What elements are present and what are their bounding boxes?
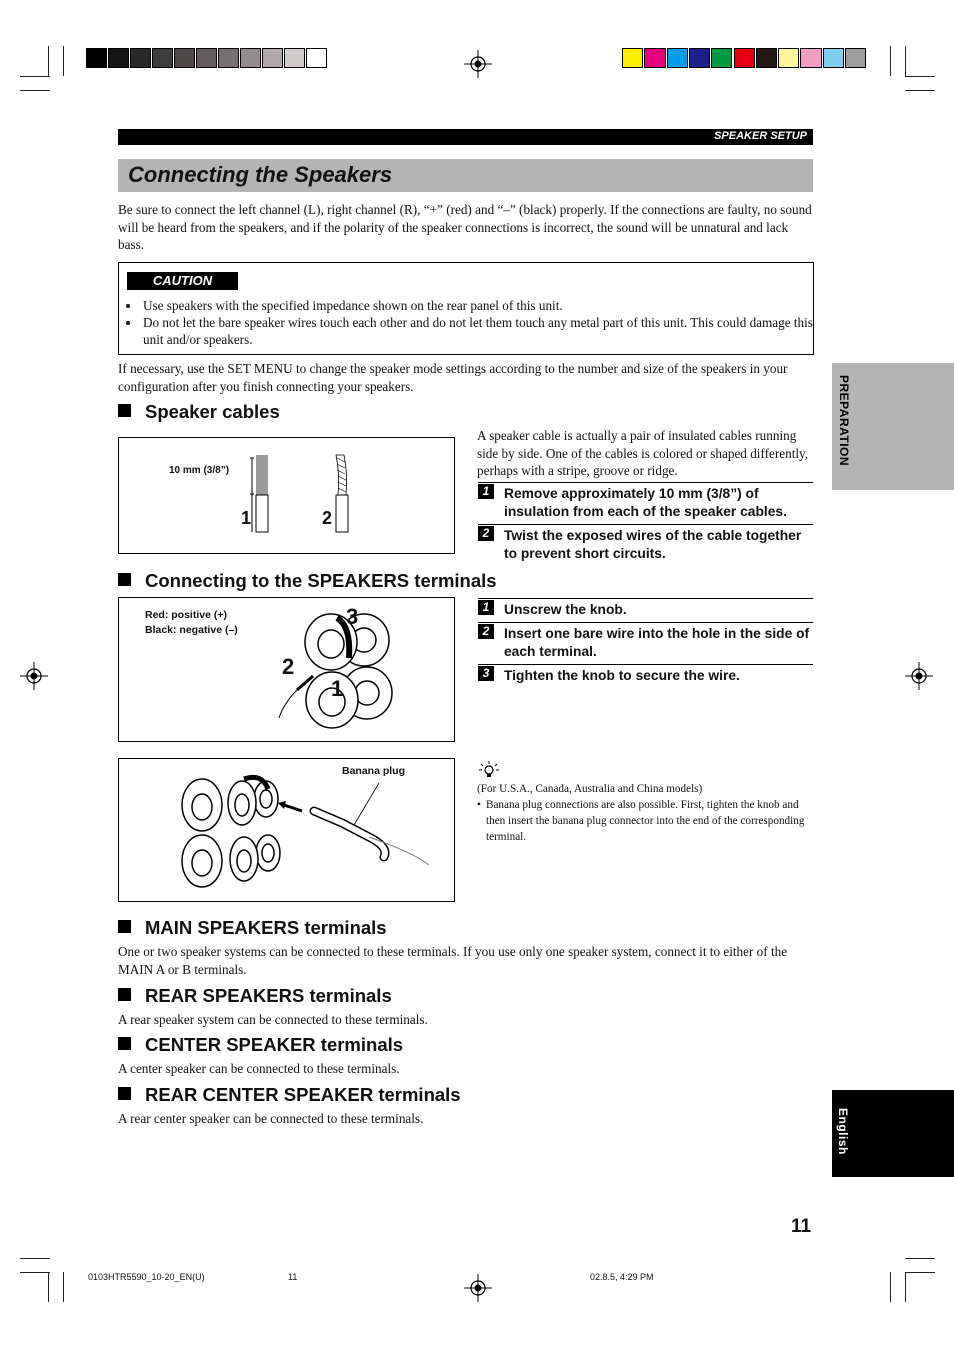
caution-label: CAUTION [127,272,238,290]
registration-target-icon [464,1274,492,1302]
color-swatch [667,48,688,68]
step-number: 2 [478,526,494,541]
step-text: Insert one bare wire into the hole in the side of each terminal. [504,626,810,659]
caution-box [118,262,814,355]
speaker-cable-description: A speaker cable is actually a pair of insulated cables running side by side. One of the cables is colored or shaped differently, perhaps with a stripe, groove or ridge. [477,428,809,478]
color-swatch [306,48,327,68]
step-text: Twist the exposed wires of the cable together to prevent short circuits. [504,528,802,561]
red-positive-label: Red: positive (+) [145,609,227,621]
registration-target-icon [905,662,933,690]
speaker-cable-figure [118,437,455,554]
color-swatch [823,48,844,68]
black-negative-label: Black: negative (–) [145,624,238,636]
center-speaker-heading: CENTER SPEAKER terminals [118,1034,403,1056]
crop-mark [905,76,935,77]
speaker-cables-heading: Speaker cables [118,401,280,423]
registration-target-icon [20,662,48,690]
crop-mark [905,1272,906,1302]
stripped-wire-drawing [244,450,374,550]
color-swatch [644,48,665,68]
crop-mark [890,46,891,76]
crop-mark [63,46,64,76]
cable-step-label-1: 1 [241,508,252,528]
preparation-tab-label: PREPARATION [837,375,851,467]
preparation-side-tab [832,363,954,490]
rear-center-speaker-text: A rear center speaker can be connected to these terminals. [118,1111,424,1126]
color-swatch [689,48,710,68]
terminal-step-3 [478,664,813,687]
banana-plug-label: Banana plug [342,765,406,777]
color-swatch [800,48,821,68]
english-tab-label: English [836,1108,850,1155]
crop-mark [905,1272,935,1273]
center-speaker-text: A center speaker can be connected to these terminals. [118,1061,400,1076]
english-side-tab [832,1090,954,1177]
color-swatch [218,48,239,68]
caution-item: • Do not let the bare speaker wires touch each other and do not let them touch any metal part of this unit. This could damage this unit and/or speakers. [141,314,821,348]
color-swatch [262,48,283,68]
step-number: 1 [478,484,494,499]
crop-mark [48,46,49,76]
crop-mark [20,76,50,77]
crop-mark [63,1272,64,1302]
banana-plug-drawing [174,765,444,895]
terminal-step-2 [478,622,813,663]
page-number: 11 [791,1216,812,1237]
terminal-step-1 [478,598,813,621]
crop-mark [905,46,906,76]
cable-step-1 [478,482,813,523]
rear-speakers-text: A rear speaker system can be connected to these terminals. [118,1012,428,1027]
rear-speakers-heading: REAR SPEAKERS terminals [118,985,392,1007]
crop-mark [20,1272,50,1273]
intro-paragraph: Be sure to connect the left channel (L), right channel (R), “+” (red) and “–” (black) properly. If the connections are faulty, no sound will be heard from the speakers, and if the polarity of the speaker connections is incorrect, the sound will be unnatural and lack bass. [118,202,812,252]
crop-mark [890,1272,891,1302]
step-text: Tighten the knob to secure the wire. [504,668,740,683]
section-header-bar [118,129,813,145]
strip-length-label: 10 mm (3/8”) [169,465,230,476]
color-swatch [734,48,755,68]
registration-target-icon [464,50,492,78]
cable-step-2 [478,524,813,565]
step-text: Remove approximately 10 mm (3/8”) of insulation from each of the speaker cables. [504,486,787,519]
terminal-connection-figure [118,597,455,742]
color-swatch [778,48,799,68]
terminal-step-label-2: 2 [282,654,295,679]
crop-mark [905,1258,935,1259]
color-swatch [196,48,217,68]
color-swatch [130,48,151,68]
color-swatch [152,48,173,68]
footer-date: 02.8.5, 4:29 PM [590,1272,654,1282]
rear-center-speaker-heading: REAR CENTER SPEAKER terminals [118,1084,461,1106]
color-swatch [240,48,261,68]
footer-page: 11 [288,1272,298,1282]
color-swatch [86,48,107,68]
page-title-bar [118,159,813,192]
footer-filename: 0103HTR5590_10-20_EN(U) [88,1272,205,1282]
main-speakers-text: One or two speaker systems can be connected to these terminals. If you use only one speaker system, connect it to either of the MAIN A or B terminals. [118,944,788,977]
color-swatch [711,48,732,68]
banana-note: • Banana plug connections are also possible. First, tighten the knob and then insert the banana plug connector into the end of the corresponding terminal. [477,797,812,845]
tip-lightbulb-icon [478,760,500,780]
color-swatch [108,48,129,68]
terminal-step-label-3: 3 [346,604,359,629]
step-number: 2 [478,624,494,639]
step-number: 1 [478,600,494,615]
step-text: Unscrew the knob. [504,602,627,617]
crop-mark [20,90,50,91]
caution-item: • Use speakers with the specified impedance shown on the rear panel of this unit. [141,297,821,314]
terminal-step-label-1: 1 [331,676,344,701]
section-label: SPEAKER SETUP [714,130,807,142]
color-swatch [756,48,777,68]
crop-mark [48,1272,49,1302]
color-swatch [845,48,866,68]
caution-list [127,297,821,348]
crop-mark [20,1258,50,1259]
cable-step-label-2: 2 [322,508,333,528]
banana-plug-figure [118,758,455,902]
step-number: 3 [478,666,494,681]
main-speakers-heading: MAIN SPEAKERS terminals [118,917,387,939]
color-swatch [284,48,305,68]
color-swatch [174,48,195,68]
banana-models-note: (For U.S.A., Canada, Australia and China models) [477,783,703,795]
crop-mark [905,90,935,91]
terminals-heading: Connecting to the SPEAKERS terminals [118,570,497,592]
set-menu-note: If necessary, use the SET MENU to change the speaker mode settings according to the number and size of the speakers in your configuration after you finish connecting your speakers. [118,361,788,394]
color-swatch [622,48,643,68]
banana-note-text: Banana plug connections are also possible. First, tighten the knob and then insert the banana plug connector into the end of the corresponding terminal. [486,799,805,843]
page-title: Connecting the Speakers [128,162,393,187]
